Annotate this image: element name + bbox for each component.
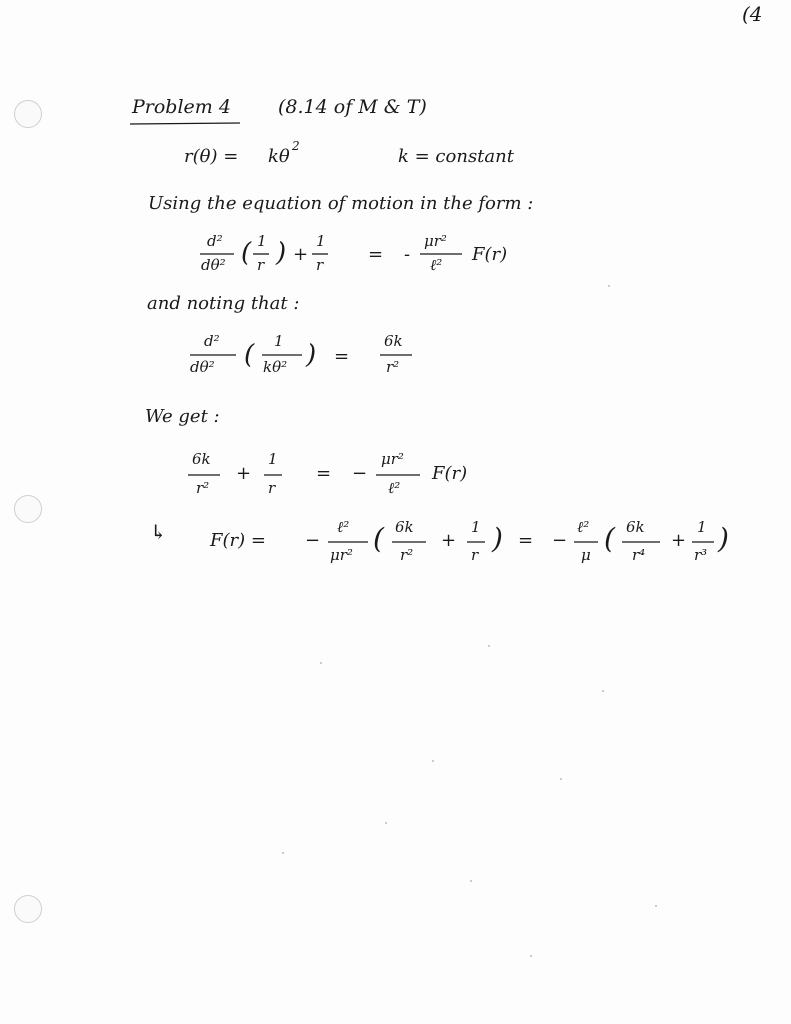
eq4-arrow: ↳ — [150, 520, 167, 544]
eq2-d2-numerator: d² — [204, 332, 220, 350]
scan-speck — [488, 645, 490, 647]
noting-sentence: and noting that : — [147, 293, 300, 314]
eq1-d2-denominator: dθ² — [201, 256, 226, 274]
eq1-force: F(r) — [472, 244, 508, 265]
eq3-one-numerator: 1 — [268, 450, 278, 468]
eq4-equals: = — [518, 530, 534, 551]
source-reference: (8.14 of M & T) — [278, 96, 427, 118]
eq2-6k-numerator: 6k — [384, 332, 403, 350]
eq3-force: F(r) — [432, 463, 468, 484]
eq1-d2-numerator: d² — [207, 232, 223, 250]
scan-speck — [470, 880, 472, 882]
constant-note: k = constant — [398, 146, 514, 167]
eq1-r-denominator-2: r — [316, 256, 324, 274]
scan-speck — [320, 662, 322, 664]
problem-title: Problem 4 — [132, 96, 231, 118]
eq2-paren-open: ( — [244, 340, 255, 370]
eq4-force-lhs: F(r) = — [210, 530, 266, 551]
page-number: (4 — [742, 2, 763, 26]
eq3-r-denominator: r — [268, 479, 276, 497]
eq3-minus: − — [352, 463, 368, 484]
eq3-l-denominator: ℓ² — [388, 479, 401, 497]
intro-sentence: Using the equation of motion in the form : — [148, 193, 534, 214]
eq2-one-numerator: 1 — [274, 332, 284, 350]
eq4-one-numerator-2: 1 — [697, 518, 707, 536]
given-lhs: r(θ) = — [184, 146, 239, 167]
eq1-plus: + — [293, 244, 309, 265]
eq1-equals: = — [368, 244, 384, 265]
given-rhs-exponent: 2 — [292, 139, 300, 153]
eq4-paren-close-2: ) — [718, 522, 729, 555]
eq4-one-numerator: 1 — [471, 518, 481, 536]
eq4-paren-open-2: ( — [604, 522, 615, 555]
scan-speck — [608, 285, 610, 287]
eq2-k-denominator: kθ² — [263, 358, 288, 376]
eq3-6k-numerator: 6k — [192, 450, 211, 468]
eq3-mu-numerator: μr² — [381, 450, 404, 468]
eq1-l-denominator: ℓ² — [430, 256, 443, 274]
eq2-r2-denominator: r² — [386, 358, 400, 376]
eq3-r2-denominator: r² — [196, 479, 210, 497]
eq1-mu-numerator: μr² — [424, 232, 447, 250]
eq4-l-numerator-2: ℓ² — [577, 518, 590, 536]
scan-speck — [385, 822, 387, 824]
eq4-6k-numerator-2: 6k — [626, 518, 645, 536]
eq4-minus-2: − — [552, 530, 568, 551]
eq1-r-denominator: r — [257, 256, 265, 274]
eq4-mu-denominator-2: μ — [581, 546, 591, 564]
scan-speck — [560, 778, 562, 780]
eq4-plus-2: + — [671, 530, 687, 551]
eq3-equals: = — [316, 463, 332, 484]
eq1-paren-open: ( — [241, 238, 252, 268]
eq1-minus: - — [404, 244, 411, 265]
eq1-one-numerator-2: 1 — [316, 232, 326, 250]
eq4-l-numerator: ℓ² — [337, 518, 350, 536]
scan-speck — [530, 955, 532, 957]
scan-speck — [282, 852, 284, 854]
eq4-minus-1: − — [305, 530, 321, 551]
eq1-one-numerator: 1 — [257, 232, 267, 250]
scan-speck — [655, 905, 657, 907]
scan-speck — [602, 690, 604, 692]
eq2-equals: = — [334, 346, 350, 367]
scan-speck — [432, 760, 434, 762]
eq4-r4-denominator: r⁴ — [632, 546, 646, 564]
eq1-paren-close: ) — [276, 238, 287, 268]
eq4-plus-1: + — [441, 530, 457, 551]
title-underline — [130, 123, 240, 124]
eq4-paren-open: ( — [373, 522, 384, 555]
eq4-r-denominator: r — [471, 546, 479, 564]
eq4-r3-denominator: r³ — [694, 546, 708, 564]
eq2-paren-close: ) — [306, 340, 317, 370]
eq4-paren-close: ) — [492, 522, 503, 555]
eq2-d2-denominator: dθ² — [190, 358, 215, 376]
given-rhs: kθ — [268, 146, 290, 167]
eq4-r2-denominator: r² — [400, 546, 414, 564]
eq4-6k-numerator: 6k — [395, 518, 414, 536]
eq3-plus: + — [236, 463, 252, 484]
eq4-mu-denominator: μr² — [330, 546, 353, 564]
we-get-label: We get : — [145, 406, 220, 427]
